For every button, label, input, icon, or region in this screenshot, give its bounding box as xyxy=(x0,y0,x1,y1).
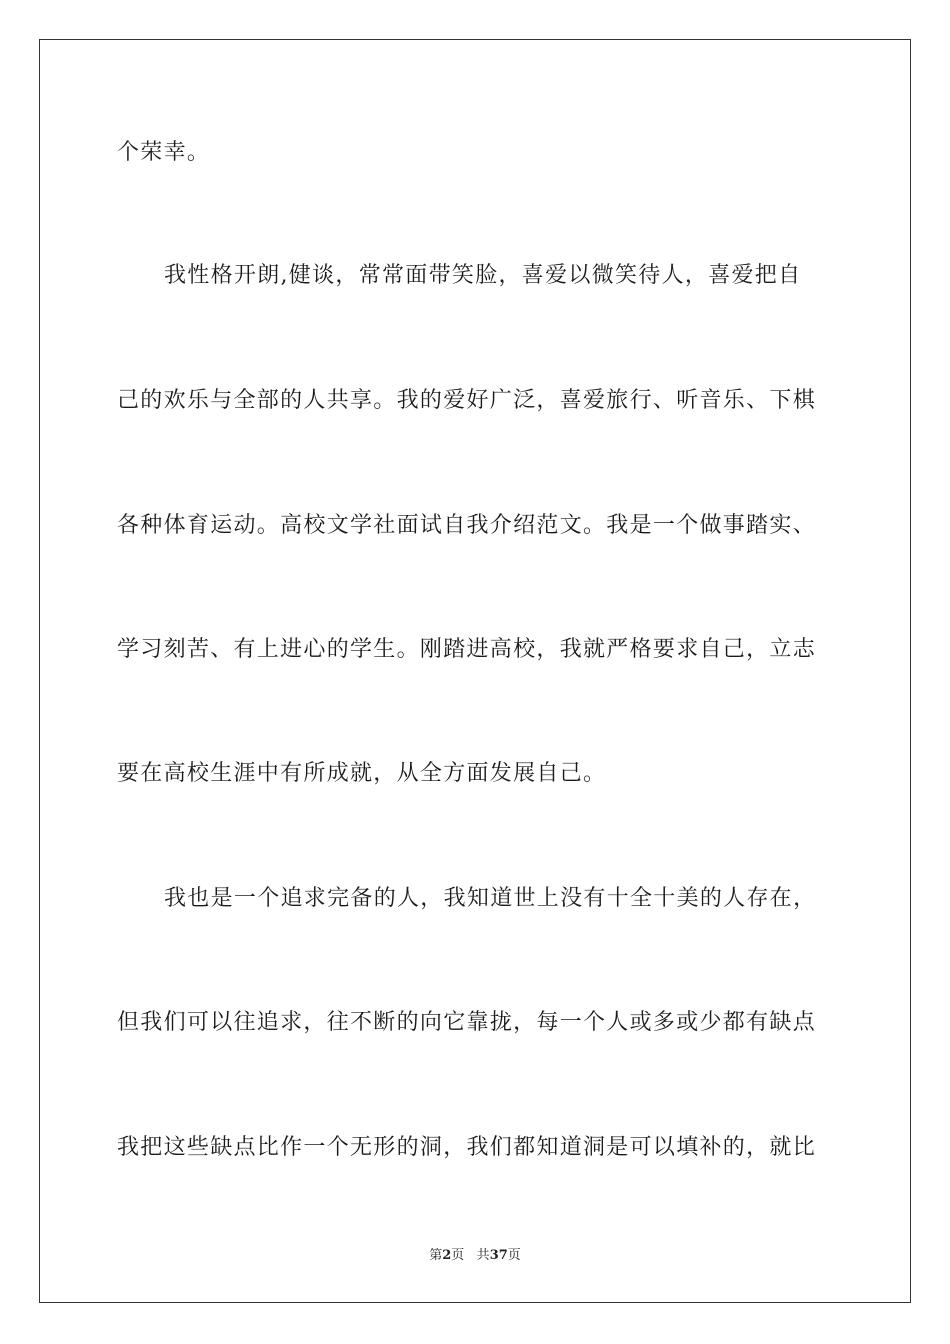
text-line-5: 学习刻苦、有上进心的学生。刚踏进高校，我就严格要求自己，立志 xyxy=(117,637,817,662)
footer-total-pages: 37 xyxy=(489,1248,508,1263)
page-footer xyxy=(0,1248,950,1264)
text-line-2: 我性格开朗,健谈，常常面带笑脸，喜爱以微笑待人，喜爱把自 xyxy=(164,263,802,288)
footer-page-number: 2 xyxy=(442,1248,452,1263)
footer-page-prefix: 第 xyxy=(429,1248,443,1263)
text-line-7: 我也是一个追求完备的人，我知道世上没有十全十美的人存在， xyxy=(164,886,817,911)
text-line-4: 各种体育运动。高校文学社面试自我介绍范文。我是一个做事踏实、 xyxy=(117,513,817,538)
page-border xyxy=(39,39,911,1303)
text-line-1: 个荣幸。 xyxy=(117,140,211,165)
text-line-8: 但我们可以往追求，往不断的向它靠拢，每一个人或多或少都有缺点 xyxy=(117,1010,817,1035)
text-line-3: 己的欢乐与全部的人共享。我的爱好广泛，喜爱旅行、听音乐、下棋 xyxy=(117,388,817,413)
footer-total-prefix: 共 xyxy=(476,1248,490,1263)
text-line-9: 我把这些缺点比作一个无形的洞，我们都知道洞是可以填补的，就比 xyxy=(117,1135,817,1160)
text-line-6: 要在高校生涯中有所成就，从全方面发展自己。 xyxy=(117,761,607,786)
footer-page-suffix: 页 xyxy=(451,1248,465,1263)
footer-total-suffix: 页 xyxy=(507,1248,521,1263)
